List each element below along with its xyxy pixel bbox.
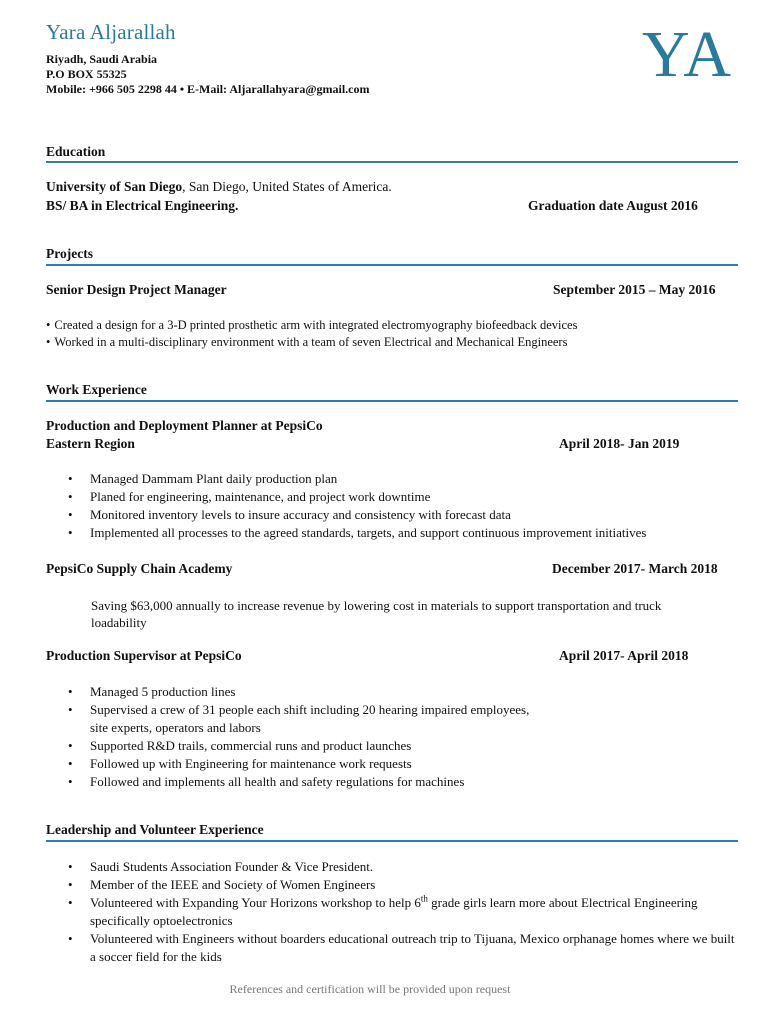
project-bullet: • Worked in a multi-disciplinary environment with a team of seven Electrical and Mechanical Engineers [46, 335, 568, 349]
contact-pobox: P.O BOX 55325 [46, 67, 127, 81]
job3-bullets [46, 683, 529, 791]
projects-heading: Projects [46, 246, 93, 261]
graduation-date: Graduation date August 2016 [528, 198, 698, 213]
monogram: YA [641, 18, 732, 91]
leadership-divider [46, 840, 738, 842]
university-location: , San Diego, United States of America. [182, 179, 392, 194]
job2-dates: December 2017- March 2018 [552, 561, 718, 576]
work-heading: Work Experience [46, 382, 147, 397]
degree: BS/ BA in Electrical Engineering. [46, 198, 239, 213]
list-item: • Member of the IEEE and Society of Women Engineers [90, 876, 740, 894]
list-item: • Supervised a crew of 31 people each shift including 20 hearing impaired employees, site experts, operators and labors [90, 701, 529, 737]
work-divider [46, 400, 738, 402]
job1-dates: April 2018- Jan 2019 [559, 436, 680, 451]
university-name: University of San Diego [46, 179, 183, 194]
project-dates: September 2015 – May 2016 [553, 282, 716, 297]
job3-title: Production Supervisor at PepsiCo [46, 648, 242, 663]
list-item: • Volunteered with Expanding Your Horizons workshop to help 6th grade girls learn more about Electrical Engineering specifically optoelectronics [90, 894, 740, 930]
job2-description: Saving $63,000 annually to increase revenue by lowering cost in materials to support transportation and truck loadability [91, 598, 662, 630]
leadership-heading: Leadership and Volunteer Experience [46, 822, 264, 837]
job2-title: PepsiCo Supply Chain Academy [46, 561, 233, 576]
list-item: • Implemented all processes to the agreed standards, targets, and support continuous improvement initiatives [90, 524, 646, 542]
education-heading: Education [46, 144, 106, 159]
project-role: Senior Design Project Manager [46, 282, 227, 297]
list-item: • Planed for engineering, maintenance, and project work downtime [90, 488, 646, 506]
leadership-bullets [46, 858, 740, 966]
job1-bullets [46, 470, 646, 542]
footer-note: References and certification will be provided upon request [229, 982, 511, 996]
list-item: • Monitored inventory levels to insure accuracy and consistency with forecast data [90, 506, 646, 524]
resume-name: Yara Aljarallah [46, 20, 176, 44]
projects-divider [46, 264, 738, 266]
contact-city: Riyadh, Saudi Arabia [46, 52, 158, 66]
list-item: • Saudi Students Association Founder & Vice President. [90, 858, 740, 876]
list-item: • Volunteered with Engineers without boarders educational outreach trip to Tijuana, Mexico orphanage homes where we built a soccer field for the kids [90, 930, 740, 966]
list-item: • Followed and implements all health and safety regulations for machines [90, 773, 529, 791]
education-divider [46, 161, 738, 163]
job1-region: Eastern Region [46, 436, 135, 451]
job3-dates: April 2017- April 2018 [559, 648, 689, 663]
list-item: • Managed Dammam Plant daily production plan [90, 470, 646, 488]
list-item: • Managed 5 production lines [90, 683, 529, 701]
contact-phone-email: Mobile: +966 505 2298 44 • E-Mail: Aljarallahyara@gmail.com [46, 82, 370, 96]
job1-title: Production and Deployment Planner at PepsiCo [46, 418, 323, 433]
project-bullet: • Created a design for a 3-D printed prosthetic arm with integrated electromyography biofeedback devices [46, 318, 578, 332]
education-university-line [46, 179, 392, 195]
list-item: • Followed up with Engineering for maintenance work requests [90, 755, 529, 773]
list-item: • Supported R&D trails, commercial runs and product launches [90, 737, 529, 755]
